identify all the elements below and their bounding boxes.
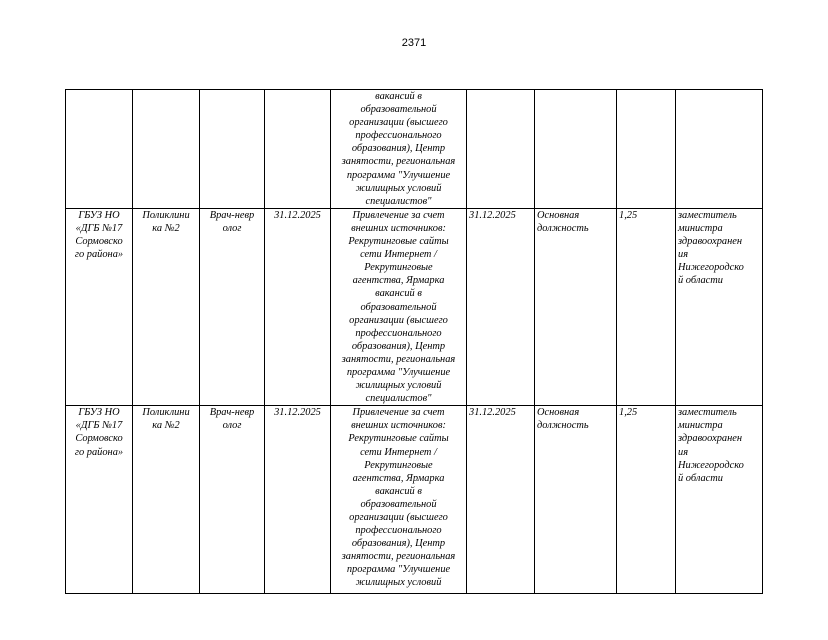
deadline-cell: 31.12.2025 bbox=[265, 208, 331, 405]
position-cell bbox=[200, 90, 265, 209]
rate-cell bbox=[617, 90, 676, 209]
responsible-cell: заместитель министра здравоохранен ия Нижегородско й области bbox=[676, 406, 763, 594]
rate-cell: 1,25 bbox=[617, 406, 676, 594]
recruitment-method-cell: Привлечение за счет внешних источников: Рекрутинговые сайты сети Интернет / Рекрутинговые агентства, Ярмарка вакансий в образовательной организации (высшего профессионального образования), Центр занятости, региональная программа "Улучшение жилищных условий bbox=[331, 406, 467, 594]
deadline2-cell: 31.12.2025 bbox=[467, 208, 535, 405]
org-cell bbox=[66, 90, 133, 209]
table-row bbox=[66, 406, 763, 594]
position-cell: Врач-невр олог bbox=[200, 406, 265, 594]
job-type-cell bbox=[535, 90, 617, 209]
deadline2-cell bbox=[467, 90, 535, 209]
recruitment-method-cell: Привлечение за счет внешних источников: Рекрутинговые сайты сети Интернет / Рекрутинговые агентства, Ярмарка вакансий в образовательной организации (высшего профессионального образования), Центр занятости, региональная программа "Улучшение жилищных условий специалистов" bbox=[331, 208, 467, 405]
job-type-cell: Основная должность bbox=[535, 406, 617, 594]
unit-cell: Поликлини ка №2 bbox=[133, 406, 200, 594]
org-cell: ГБУЗ НО «ДГБ №17 Сормовско го района» bbox=[66, 406, 133, 594]
org-cell: ГБУЗ НО «ДГБ №17 Сормовско го района» bbox=[66, 208, 133, 405]
deadline-cell: 31.12.2025 bbox=[265, 406, 331, 594]
table-row bbox=[66, 90, 763, 209]
responsible-cell: заместитель министра здравоохранен ия Нижегородско й области bbox=[676, 208, 763, 405]
position-cell: Врач-невр олог bbox=[200, 208, 265, 405]
responsible-cell bbox=[676, 90, 763, 209]
unit-cell: Поликлини ка №2 bbox=[133, 208, 200, 405]
vacancy-table bbox=[65, 89, 763, 594]
page-number: 2371 bbox=[401, 37, 427, 49]
table-row bbox=[66, 208, 763, 405]
rate-cell: 1,25 bbox=[617, 208, 676, 405]
job-type-cell: Основная должность bbox=[535, 208, 617, 405]
deadline-cell bbox=[265, 90, 331, 209]
unit-cell bbox=[133, 90, 200, 209]
recruitment-method-cell: вакансий в образовательной организации (высшего профессионального образования), Центр занятости, региональная программа "Улучшение жилищных условий специалистов" bbox=[331, 90, 467, 209]
deadline2-cell: 31.12.2025 bbox=[467, 406, 535, 594]
